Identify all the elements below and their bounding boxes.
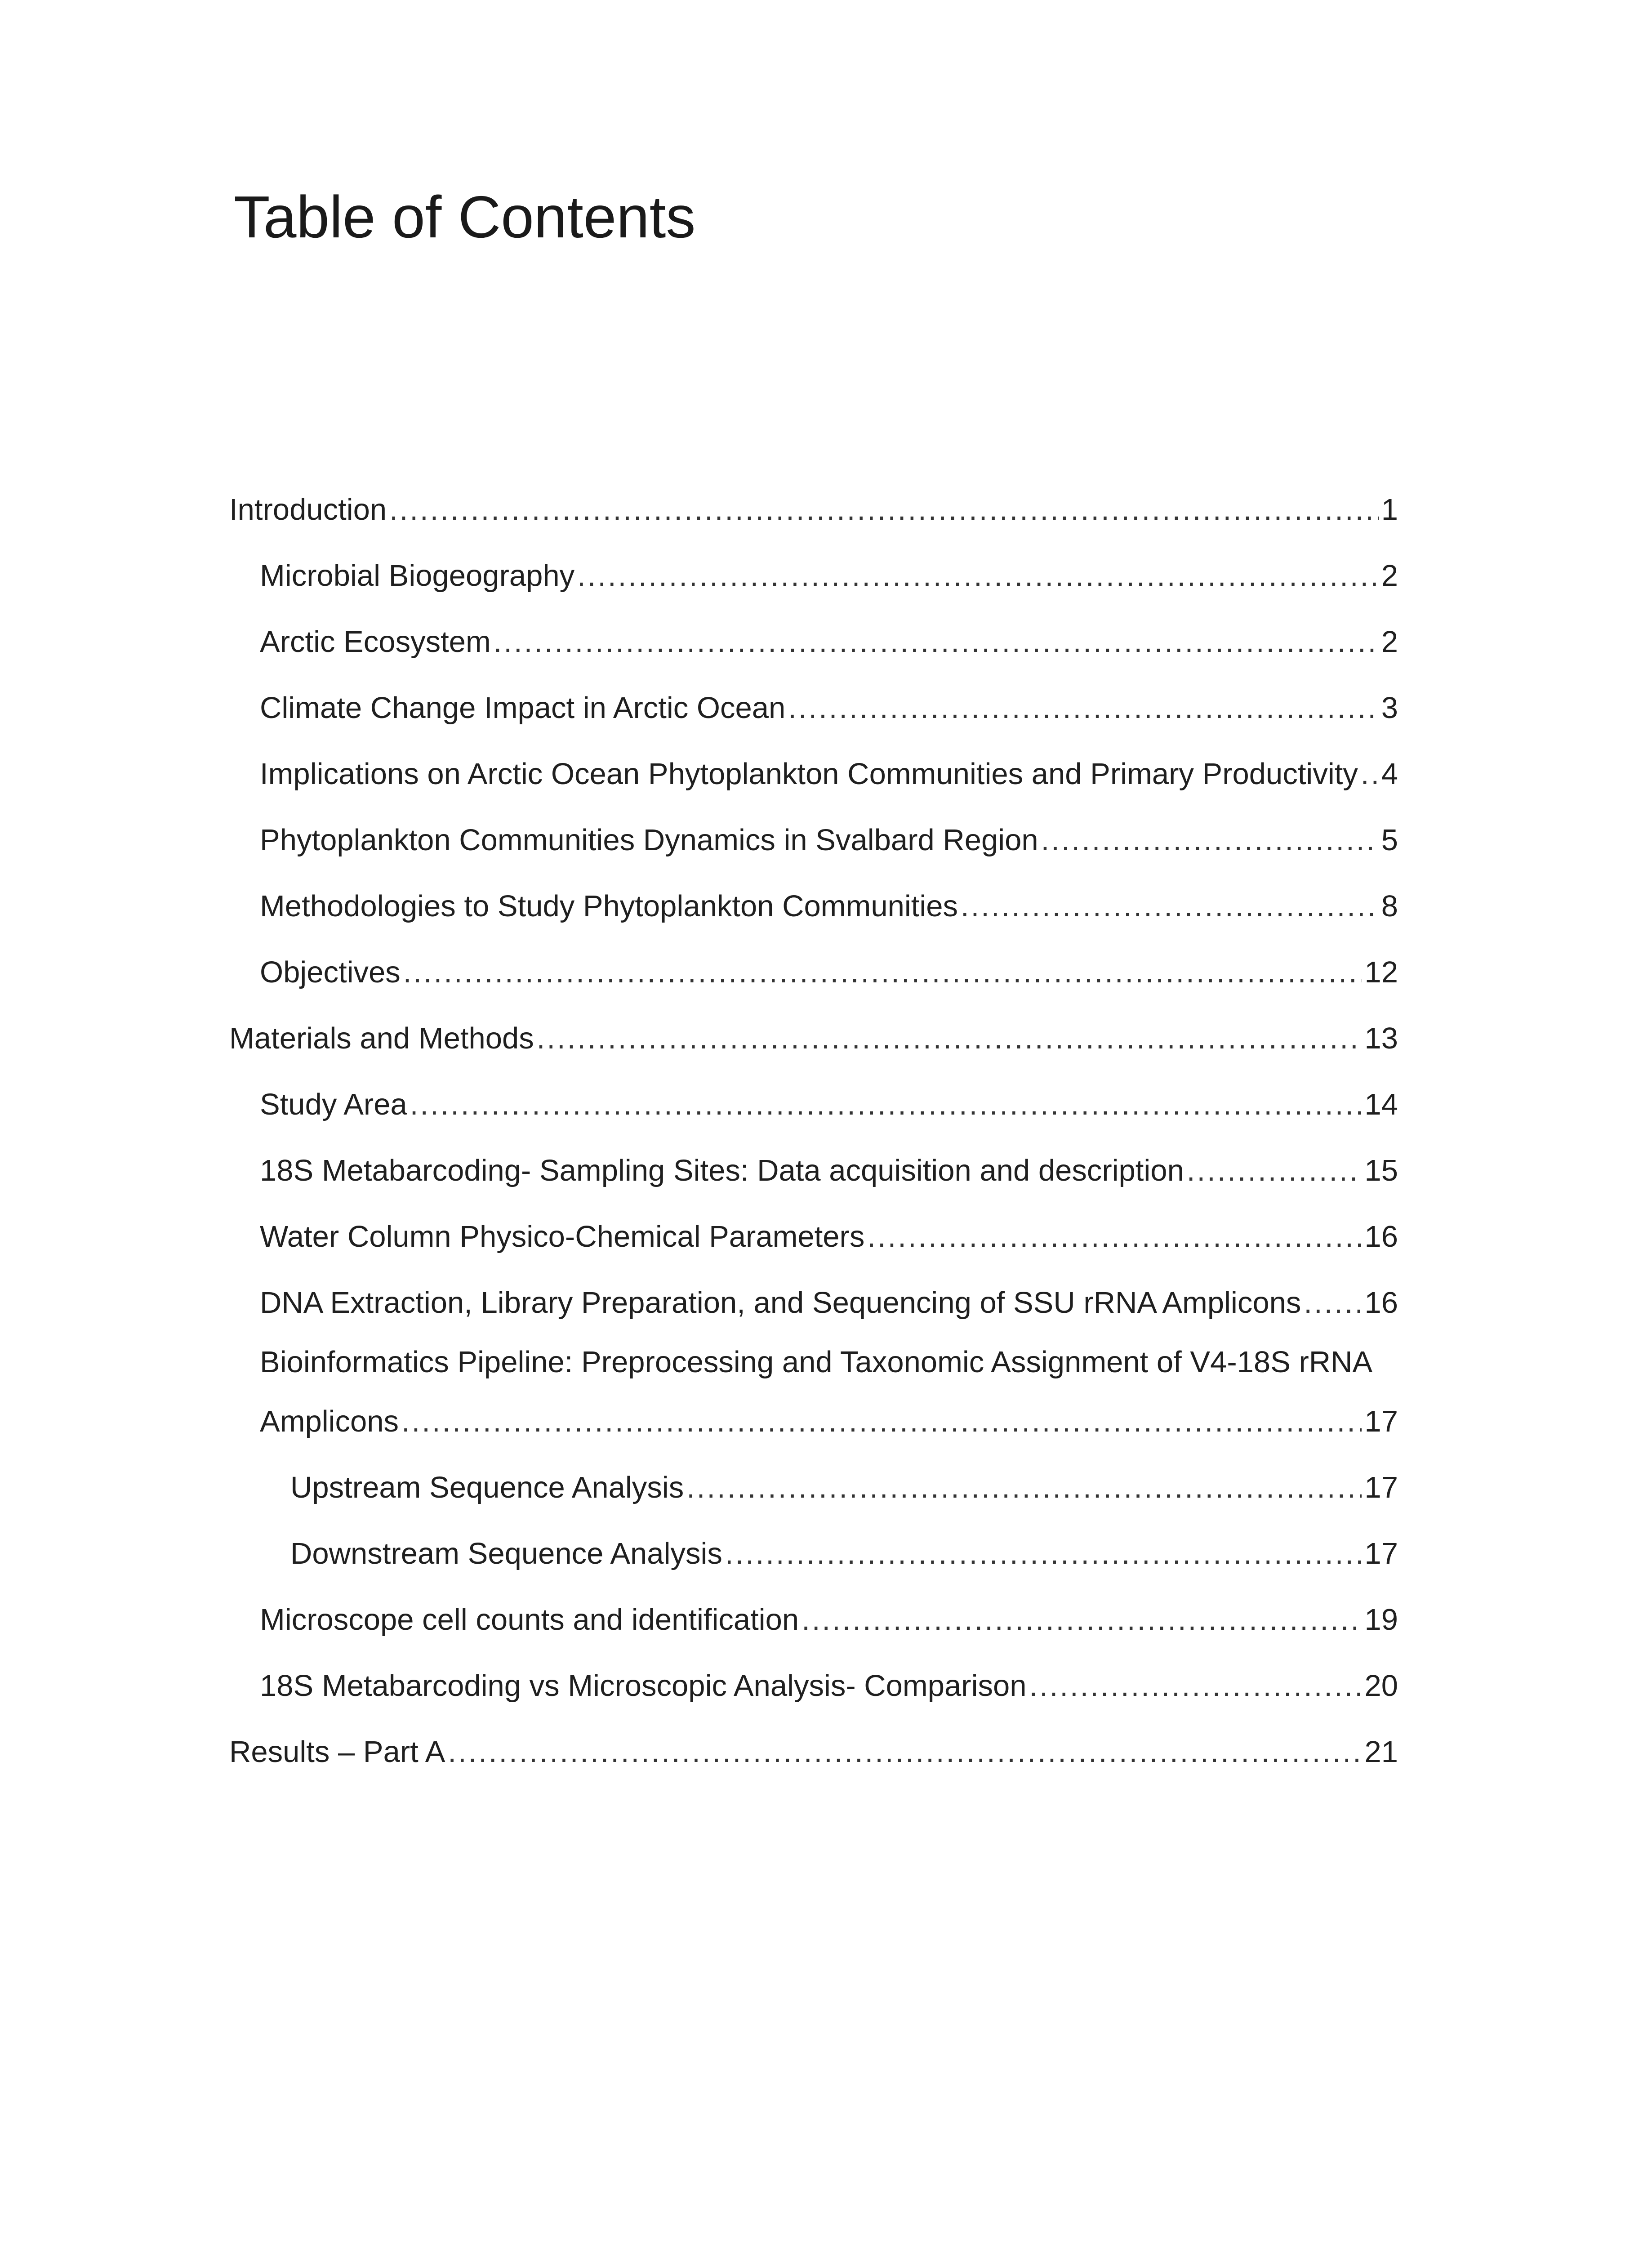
toc-entry-label: Introduction [229, 493, 387, 526]
toc-entry-metabarcoding-vs-microscopic[interactable] [229, 1653, 1398, 1719]
toc-entry-implications-phytoplankton[interactable] [229, 741, 1398, 807]
toc-entry-results-part-a[interactable] [229, 1719, 1398, 1785]
toc-entry-materials-methods[interactable] [229, 1005, 1398, 1071]
toc-entry-label: Microbial Biogeography [260, 559, 575, 593]
toc-page-number: 1 [1381, 493, 1398, 526]
toc-entry-downstream-analysis[interactable] [229, 1521, 1398, 1587]
toc-entry-objectives[interactable] [229, 939, 1398, 1005]
toc-entry-microscope-counts[interactable] [229, 1587, 1398, 1653]
toc-entry-microbial-biogeography[interactable] [229, 543, 1398, 609]
toc-page-number: 19 [1364, 1603, 1398, 1637]
dot-leader [389, 477, 1379, 543]
dot-leader [410, 1071, 1362, 1137]
dot-leader [725, 1521, 1362, 1587]
toc-entry-study-area[interactable] [229, 1071, 1398, 1137]
toc-entry-bioinformatics-pipeline[interactable] [229, 1336, 1398, 1454]
toc-entry-label: Materials and Methods [229, 1021, 534, 1055]
toc-entry-label: Results – Part A [229, 1735, 445, 1769]
toc-entry-climate-change-impact[interactable] [229, 675, 1398, 741]
dot-leader [1187, 1137, 1362, 1204]
toc-entry-label: Methodologies to Study Phytoplankton Communities [260, 889, 958, 923]
toc-entry-label: Study Area [260, 1088, 407, 1121]
page-title: Table of Contents [234, 184, 696, 250]
toc-entry-introduction[interactable] [229, 477, 1398, 543]
toc-page-number: 4 [1381, 757, 1398, 791]
toc-page-number: 16 [1364, 1286, 1398, 1320]
toc-page-number: 2 [1381, 625, 1398, 659]
toc-page-number: 17 [1364, 1537, 1398, 1570]
dot-leader [577, 543, 1379, 609]
toc-page-number: 15 [1364, 1154, 1398, 1187]
dot-leader [802, 1587, 1362, 1653]
toc-entry-label-line2: Amplicons [260, 1405, 399, 1438]
toc-page-number: 17 [1364, 1405, 1398, 1438]
toc-entry-label: Water Column Physico-Chemical Parameters [260, 1220, 865, 1253]
toc-entry-label: 18S Metabarcoding- Sampling Sites: Data acquisition and description [260, 1154, 1184, 1187]
toc-entry-label: Arctic Ecosystem [260, 625, 491, 659]
toc-page-number: 17 [1364, 1471, 1398, 1504]
dot-leader [1361, 741, 1379, 807]
toc-page-number: 12 [1364, 955, 1398, 989]
toc-page-number: 5 [1381, 823, 1398, 857]
toc-page-number: 3 [1381, 691, 1398, 725]
dot-leader [448, 1719, 1362, 1785]
toc-page-number: 8 [1381, 889, 1398, 923]
toc-entry-arctic-ecosystem[interactable] [229, 609, 1398, 675]
toc-entry-sampling-sites[interactable] [229, 1137, 1398, 1204]
toc-entry-label: Phytoplankton Communities Dynamics in Svalbard Region [260, 823, 1038, 857]
dot-leader [1041, 807, 1379, 873]
toc-entry-label: DNA Extraction, Library Preparation, and Sequencing of SSU rRNA Amplicons [260, 1286, 1301, 1320]
toc-page-number: 16 [1364, 1220, 1398, 1253]
toc-entry-label-line1: Bioinformatics Pipeline: Preprocessing and Taxonomic Assignment of V4-18S rRNA [260, 1345, 1373, 1379]
toc-page-number: 13 [1364, 1021, 1398, 1055]
toc-page-number: 20 [1364, 1669, 1398, 1703]
toc-entry-label: Climate Change Impact in Arctic Ocean [260, 691, 786, 725]
dot-leader [867, 1204, 1362, 1270]
dot-leader [403, 939, 1362, 1005]
dot-leader [494, 609, 1379, 675]
toc-entry-methodologies[interactable] [229, 873, 1398, 939]
toc-entry-label: Downstream Sequence Analysis [290, 1537, 722, 1570]
toc-page-number: 14 [1364, 1088, 1398, 1121]
dot-leader [401, 1388, 1362, 1454]
toc-entry-label: Upstream Sequence Analysis [290, 1471, 684, 1504]
toc-entry-label: Microscope cell counts and identification [260, 1603, 799, 1637]
toc-entry-label: 18S Metabarcoding vs Microscopic Analysis- Comparison [260, 1669, 1027, 1703]
toc-entry-phytoplankton-dynamics[interactable] [229, 807, 1398, 873]
table-of-contents [229, 477, 1398, 1785]
toc-entry-water-column[interactable] [229, 1204, 1398, 1270]
dot-leader [961, 873, 1379, 939]
dot-leader [788, 675, 1378, 741]
dot-leader [686, 1454, 1362, 1521]
toc-entry-label: Objectives [260, 955, 401, 989]
toc-page-number: 21 [1364, 1735, 1398, 1769]
toc-entry-line2 [260, 1388, 1398, 1454]
toc-page-number: 2 [1381, 559, 1398, 593]
toc-entry-upstream-analysis[interactable] [229, 1454, 1398, 1521]
toc-entry-label: Implications on Arctic Ocean Phytoplankton Communities and Primary Productivity [260, 757, 1358, 791]
toc-entry-dna-extraction[interactable] [229, 1270, 1398, 1336]
dot-leader [1304, 1270, 1362, 1336]
dot-leader [537, 1005, 1362, 1071]
dot-leader [1029, 1653, 1362, 1719]
